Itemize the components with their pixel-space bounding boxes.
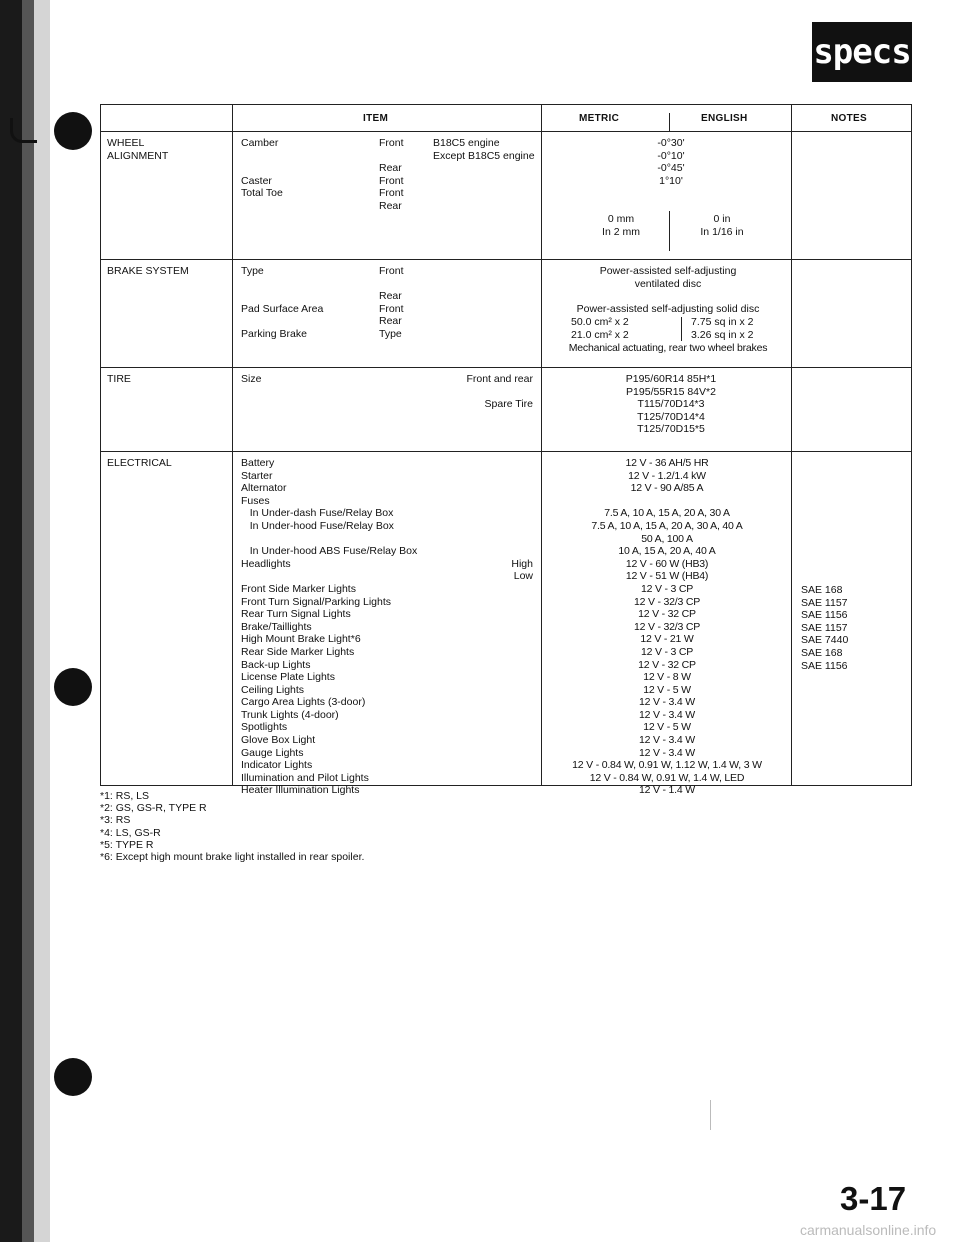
specs-table xyxy=(100,104,912,797)
header-metric: METRIC xyxy=(579,113,620,124)
wheel-category: WHEEL ALIGNMENT xyxy=(107,137,169,162)
brake-positions: Front Rear Front Rear Type xyxy=(379,265,404,340)
electrical-items: Battery Starter Alternator Fuses In Under-dash Fuse/Relay Box In Under-hood Fuse/Relay Box In Under-hood ABS Fuse/Relay Box Headlights Front Side Marker Lights Front Turn Signal/Parking Lights Rear Turn Signal Lights Brake/Taillights High Mount Brake Light*6 Rear Side Marker Lights Back-up Lights License Plate Lights Ceiling Lights Cargo Area Lights (3-door) Trunk Lights (4-door) Spotlights Glove Box Light Gauge Lights Indicator Lights Illumination and Pilot Lights Heater Illumination Lights xyxy=(241,457,418,797)
brake-items: Type Pad Surface Area Parking Brake xyxy=(241,265,324,340)
header-divider xyxy=(101,131,911,132)
col-divider xyxy=(232,105,233,785)
headlight-positions: High Low xyxy=(511,557,533,583)
row-divider xyxy=(101,367,911,368)
brake-front-spec: Power-assisted self-adjusting ventilated disc xyxy=(599,265,737,290)
toe-metric: 0 mm In 2 mm xyxy=(602,213,640,238)
metric-english-divider xyxy=(669,113,670,131)
header-english: ENGLISH xyxy=(701,113,748,124)
binder-hole xyxy=(54,1058,92,1096)
wheel-positions: Front Rear Front Front Rear xyxy=(379,137,404,212)
binding-strip xyxy=(34,0,50,1242)
binder-hole xyxy=(54,112,92,150)
brake-category: BRAKE SYSTEM xyxy=(107,265,189,277)
tire-category: TIRE xyxy=(107,373,131,385)
tire-item: Size xyxy=(241,373,262,385)
scan-artifact-line xyxy=(710,1100,711,1130)
tire-positions: Front and rear Spare Tire xyxy=(466,373,533,411)
section-badge: specs xyxy=(812,22,912,82)
electrical-notes: SAE 168 SAE 1157 SAE 1156 SAE 1157 SAE 7440 SAE 168 SAE 1156 xyxy=(801,584,849,672)
electrical-values: 12 V - 36 AH/5 HR 12 V - 1.2/1.4 kW 12 V - 90 A/85 A 7.5 A, 10 A, 15 A, 20 A, 30 A 7.5 A, 10 A, 15 A, 20 A, 30 A, 40 A 50 A, 100 A 10 A, 15 A, 20 A, 40 A 12 V - 60 W (HB3) 12 V - 51 W (HB4) 12 V - 3 CP 12 V - 32/3 CP 12 V - 32 CP 12 V - 32/3 CP 12 V - 21 W 12 V - 3 CP 12 V - 32 CP 12 V - 8 W 12 V - 5 W 12 V - 3.4 W 12 V - 3.4 W 12 V - 5 W 12 V - 3.4 W 12 V - 3.4 W 12 V - 0.84 W, 0.91 W, 1.12 W, 1.4 W, 3 W 12 V - 0.84 W, 0.91 W, 1.4 W, LED 12 V - 1.4 W xyxy=(572,457,762,797)
wheel-items: Camber Caster Total Toe xyxy=(241,137,283,200)
wheel-angles: -0°30' -0°10' -0°45' 1°10' xyxy=(657,137,685,187)
row-divider xyxy=(101,259,911,260)
row-divider xyxy=(101,451,911,452)
header-item: ITEM xyxy=(363,113,389,124)
electrical-category: ELECTRICAL xyxy=(107,457,172,469)
footnotes: *1: RS, LS *2: GS, GS-R, TYPE R *3: RS *4: LS, GS-R *5: TYPE R *6: Except high mount brake light installed in rear spoiler. xyxy=(100,790,365,864)
binding-bracket xyxy=(10,118,37,143)
page-binding-shadow xyxy=(22,0,34,1242)
metric-english-divider xyxy=(669,211,670,251)
col-divider xyxy=(541,105,542,785)
toe-english: 0 in In 1/16 in xyxy=(700,213,744,238)
page-binding-edge xyxy=(0,0,22,1242)
pad-english: 7.75 sq in x 2 3.26 sq in x 2 xyxy=(691,316,754,341)
col-divider xyxy=(791,105,792,785)
metric-english-divider xyxy=(681,317,682,341)
brake-rear-spec: Power-assisted self-adjusting solid disc xyxy=(576,303,760,315)
parking-brake-spec: Mechanical actuating, rear two wheel brakes xyxy=(568,342,768,354)
wheel-conditions: B18C5 engine Except B18C5 engine xyxy=(433,137,535,162)
pad-metric: 50.0 cm² x 2 21.0 cm² x 2 xyxy=(571,316,629,341)
tire-sizes: P195/60R14 85H*1 P195/55R15 84V*2 T115/70D14*3 T125/70D14*4 T125/70D15*5 xyxy=(625,373,717,436)
watermark: carmanualsonline.info xyxy=(800,1222,937,1238)
page-number: 3-17 xyxy=(840,1180,907,1217)
header-notes: NOTES xyxy=(831,113,867,124)
binder-hole xyxy=(54,668,92,706)
